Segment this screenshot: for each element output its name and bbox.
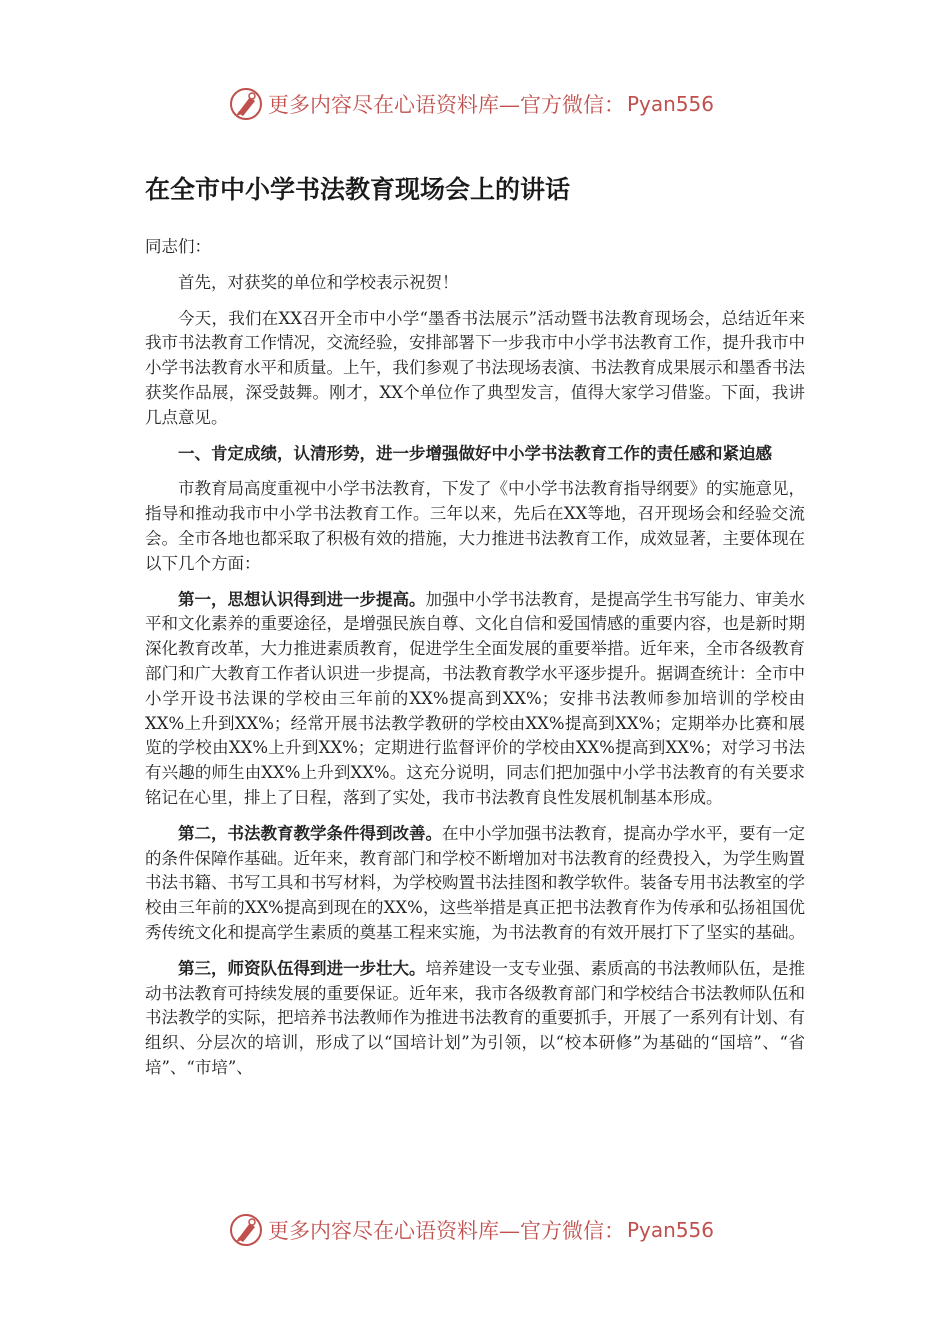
point-2-lead: 第二，书法教育教学条件得到改善。 (178, 823, 442, 843)
banner-text: 更多内容尽在心语资料库 (268, 1219, 499, 1243)
page-title: 在全市中小学书法教育现场会上的讲话 (145, 175, 571, 204)
pen-nib-logo-icon (228, 86, 264, 122)
section-heading-1: 一、肯定成绩，认清形势，进一步增强做好中小学书法教育工作的责任感和紧迫感 (178, 443, 772, 463)
banner-wechat-label: —官方微信： (499, 1219, 625, 1243)
paragraph-point-3 (145, 957, 805, 1081)
paragraph-overview: 市教育局高度重视中小学书法教育，下发了《中小学书法教育指导纲要》的实施意见，指导和推动我市中小学书法教育工作。三年以来，先后在XX等地，召开现场会和经验交流会。全市各地也都采取了积极有效的措施，大力推进书法教育工作，成效显著，主要体现在以下几个方面： (145, 479, 805, 573)
banner-wechat-label: —官方微信： (499, 93, 625, 117)
document-body (145, 170, 805, 1092)
point-1-body: 加强中小学书法教育，是提高学生书写能力、审美水平和文化素养的重要途径，是增强民族自尊、文化自信和爱国情感的重要内容，也是新时期深化教育改革，大力推进素质教育，促进学生全面发展的重要举措。近年来，全市各级教育部门和广大教育工作者认识进一步提高，书法教育教学水平逐步提升。据调查统计：全市中小学开设书法课的学校由三年前的XX%提高到XX%；安排书法教师参加培训的学校由XX%上升到XX%；经常开展书法教学教研的学校由XX%提高到XX%；定期举办比赛和展览的学校由XX%上升到XX%；定期进行监督评价的学校由XX%提高到XX%；对学习书法有兴趣的师生由XX%上升到XX%。这充分说明，同志们把加强中小学书法教育的有关要求铭记在心里，排上了日程，落到了实处，我市书法教育良性发展机制基本形成。 (145, 589, 805, 807)
point-2-body: 在中小学加强书法教育，提高办学水平，要有一定的条件保障作基础。近年来，教育部门和学校不断增加对书法教育的经费投入，为学生购置书法书籍、书写工具和书写材料，为学校购置书法挂图和教学软件。装备专用书法教室的学校由三年前的XX%提高到现在的XX%，这些举措是真正把书法教育作为传承和弘扬祖国优秀传统文化和提高学生素质的奠基工程来实施，为书法教育的有效开展打下了坚实的基础。 (145, 823, 805, 942)
header-banner (228, 84, 714, 124)
point-1-lead: 第一，思想认识得到进一步提高。 (178, 589, 426, 609)
paragraph-congrats: 首先，对获奖的单位和学校表示祝贺！ (178, 272, 459, 292)
banner-wechat-id: Pyan556 (627, 1218, 715, 1242)
point-3-lead: 第三，师资队伍得到进一步壮大。 (178, 958, 426, 978)
paragraph-intro: 今天，我们在XX召开全市中小学“墨香书法展示”活动暨书法教育现场会，总结近年来我市书法教育工作情况，交流经验，安排部署下一步我市中小学书法教育工作，提升我市中小学书法教育水平和质量。上午，我们参观了书法现场表演、书法教育成果展示和墨香书法获奖作品展，深受鼓舞。刚才，XX个单位作了典型发言，值得大家学习借鉴。下面，我讲几点意见。 (145, 308, 805, 427)
paragraph-point-2 (145, 822, 805, 946)
pen-nib-logo-icon (228, 1212, 264, 1248)
salutation: 同志们： (145, 237, 211, 256)
banner-text: 更多内容尽在心语资料库 (268, 93, 499, 117)
point-3-body: 培养建设一支专业强、素质高的书法教师队伍，是推动书法教育可持续发展的重要保证。近年来，我市各级教育部门和学校结合书法教师队伍和书法教学的实际，把培养书法教师作为推进书法教育的重要抓手，开展了一系列有计划、有组织、分层次的培训，形成了以“国培计划”为引领，以“校本研修”为基础的“国培”、“省培”、“市培”、 (145, 958, 805, 1077)
footer-banner (228, 1210, 714, 1250)
banner-wechat-id: Pyan556 (627, 92, 715, 116)
paragraph-point-1 (145, 588, 805, 811)
